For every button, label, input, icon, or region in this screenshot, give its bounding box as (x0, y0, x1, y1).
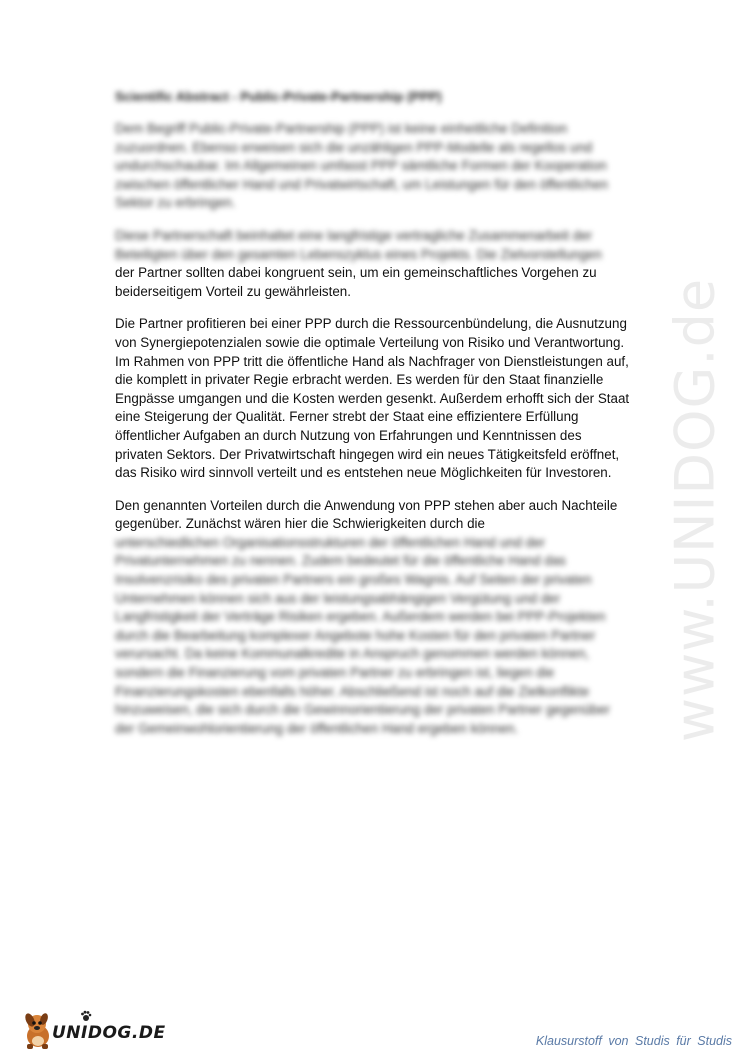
document-title: Scientific Abstract - Public-Private-Partnership (PPP) (115, 89, 442, 104)
unidog-logo (22, 1008, 166, 1052)
paragraph-4-clear: Den genannten Vorteilen durch die Anwendung von PPP stehen aber auch Nachteile gegenüber. Zunächst wären hier die Schwierigkeiten durch die (115, 497, 618, 532)
paw-icon (80, 1010, 92, 1022)
dog-mascot-icon (22, 1010, 56, 1050)
paragraph-2-clear: der Partner sollten dabei kongruent sein, um ein gemeinschaftliches Vorgehen zu beiderseitigem Vorteil zu gewährleisten. (115, 265, 597, 299)
blurred-paragraph-1 (115, 120, 630, 213)
paragraph-1: Dem Begriff Public-Private-Partnership (PPP) ist keine einheitliche Definition zuzuordnen. Ebenso erweisen sich die unzähligen PPP-Modelle als regellos und undurchschaubar. Im Allgemeinen umfasst PPP sämtliche Formen der Kooperation zwischen öffentlicher Hand und Privatwirtschaft, um Leistungen für den öffentlichen Sektor zu erbringen. (115, 121, 609, 211)
paragraph-2 (115, 227, 630, 301)
watermark-text: www.UNIDOG.de (663, 277, 727, 743)
footer-tagline: Klausurstoff von Studis für Studis (535, 1034, 732, 1048)
logo-text: UNIDOG.DE (52, 1023, 166, 1043)
paragraph-3: Die Partner profitieren bei einer PPP durch die Ressourcenbündelung, die Ausnutzung von Synergiepotenzialen sowie die optimale Verteilung von Risiko und Verantwortung. Im Rahmen von PPP tritt die öffentliche Hand als Nachfrager von Dienstleistungen auf, die komplett in privater Regie erbracht werden. Es werden für den Staat finanzielle Engpässe umgangen und die Kosten werden gesenkt. Außerdem erhofft sich der Staat eine Steigerung der Qualität. Ferner strebt der Staat eine effizientere Erfüllung öffentlicher Aufgaben an durch Nutzung von Erfahrungen und Kenntnissen des privaten Sektors. Der Privatwirtschaft hingegen wird ein neues Tätigkeitsfeld eröffnet, das Risiko wird sinnvoll verteilt und es entstehen neue Möglichkeiten für Investoren. (115, 316, 630, 481)
paragraph-2-blurred: Diese Partnerschaft beinhaltet eine langfristige vertragliche Zusammenarbeit der Beteiligten über den gesamten Lebenszyklus eines Projekts. Die Zielvorstellungen (115, 227, 602, 262)
paragraph-4 (115, 497, 630, 739)
watermark (650, 277, 740, 743)
paragraph-3-block (115, 315, 630, 482)
document-body (115, 88, 630, 738)
paragraph-4-blurred: unterschiedlichen Organisationsstrukturen der öffentlichen Hand und der Privatunternehmen zu nennen. Zudem bedeutet für die öffentliche Hand das Insolvenzrisiko des privaten Partners ein großes Wagnis. Auf Seiten der privaten Unternehmen können sich aus der leistungsabhängigen Vergütung und der Langfristigkeit der Verträge Risiken ergeben. Außerdem werden bei PPP-Projekten durch die Bearbeitung komplexer Angebote hohe Kosten für den privaten Partner verursacht. Da keine Kommunalkredite in Anspruch genommen werden können, sondern die Finanzierung vom privaten Partner zu erbringen ist, liegen die Finanzierungskosten ebenfalls höher. Abschließend ist noch auf die Zielkonflikte hinzuweisen, die sich durch die Gewinnorientierung der privaten Partner gegenüber der Gemeinwohlorientierung der öffentlichen Hand ergeben können. (115, 534, 611, 736)
